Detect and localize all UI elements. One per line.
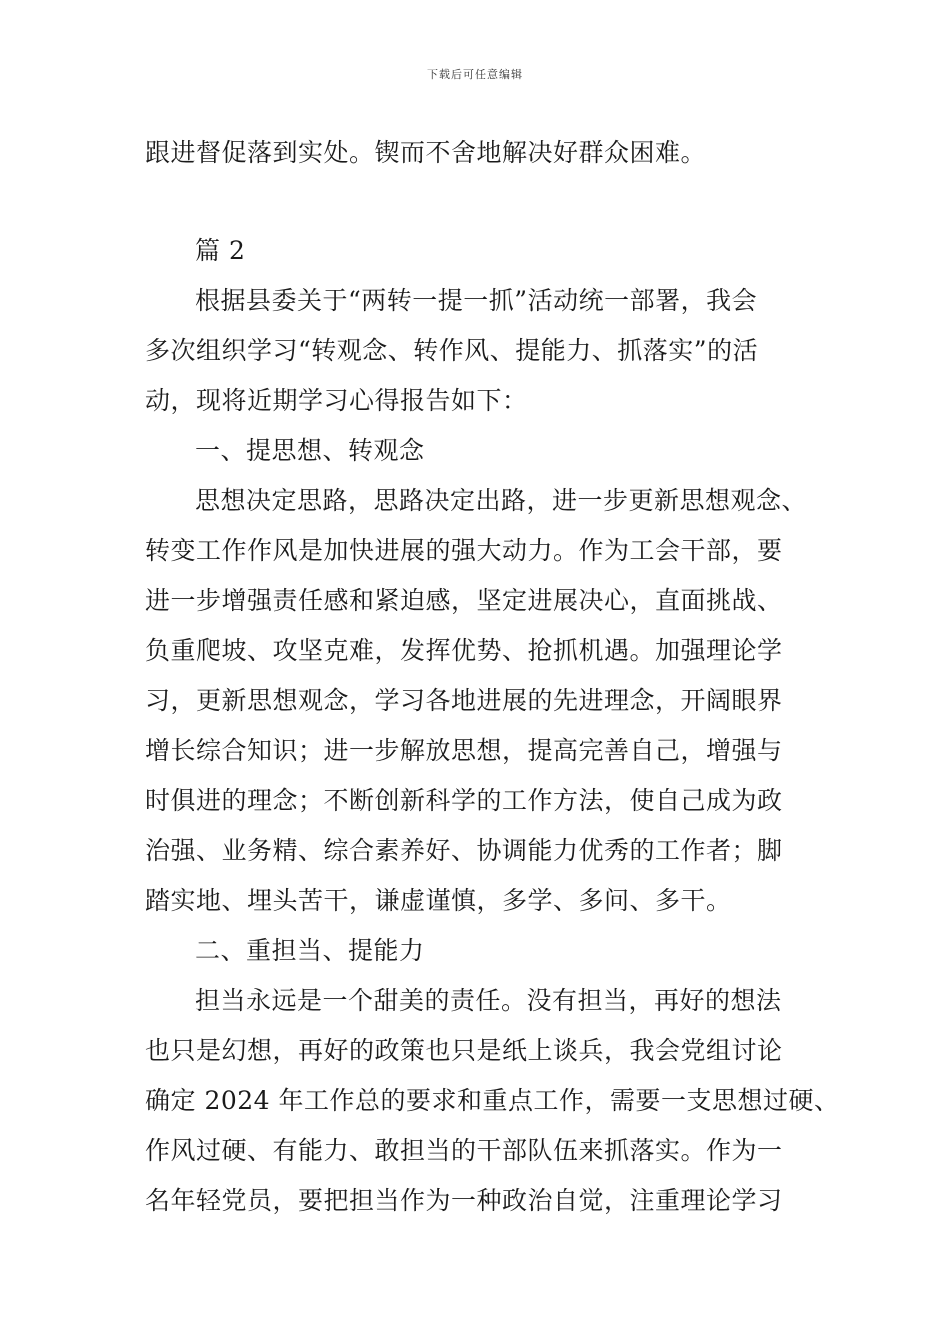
paragraph-line: 思想决定思路，思路决定出路，进一步更新思想观念、 — [195, 486, 808, 515]
paragraph-line: 习，更新思想观念，学习各地进展的先进理念，开阔眼界 — [145, 686, 783, 715]
paragraph-line: 动，现将近期学习心得报告如下： — [145, 386, 528, 415]
paragraph-line: 转变工作作风是加快进展的强大动力。作为工会干部，要 — [145, 536, 783, 565]
paragraph-line: 增长综合知识；进一步解放思想，提高完善自己，增强与 — [145, 736, 783, 765]
paragraph-line: 作风过硬、有能力、敢担当的干部队伍来抓落实。作为一 — [145, 1136, 783, 1165]
paragraph-line: 确定 2024 年工作总的要求和重点工作，需要一支思想过硬、 — [145, 1086, 840, 1115]
paragraph-line: 进一步增强责任感和紧迫感，坚定进展决心，直面挑战、 — [145, 586, 783, 615]
paragraph-line: 时俱进的理念；不断创新科学的工作方法，使自己成为政 — [145, 786, 783, 815]
paragraph-line: 踏实地、埋头苦干，谦虚谨慎，多学、多问、多干。 — [145, 886, 732, 915]
document-body — [145, 128, 840, 1226]
paragraph-gap — [145, 178, 830, 226]
paragraph-line: 跟进督促落到实处。锲而不舍地解决好群众困难。 — [145, 138, 707, 167]
paragraph-line: 也只是幻想，再好的政策也只是纸上谈兵，我会党组讨论 — [145, 1036, 783, 1065]
paragraph-line: 治强、业务精、综合素养好、协调能力优秀的工作者；脚 — [145, 836, 783, 865]
section-heading: 二、重担当、提能力 — [195, 936, 425, 965]
paragraph-line: 名年轻党员，要把担当作为一种政治自觉，注重理论学习 — [145, 1186, 783, 1215]
paragraph-line: 负重爬坡、攻坚克难，发挥优势、抢抓机遇。加强理论学 — [145, 636, 783, 665]
section-title: 篇 2 — [195, 236, 246, 265]
paragraph-line: 担当永远是一个甜美的责任。没有担当，再好的想法 — [195, 986, 782, 1015]
paragraph-line: 根据县委关于“两转一提一抓”活动统一部署，我会 — [195, 286, 758, 315]
section-heading: 一、提思想、转观念 — [195, 436, 425, 465]
paragraph-line: 多次组织学习“转观念、转作风、提能力、抓落实”的活 — [145, 336, 759, 365]
page-header-note: 下载后可任意编辑 — [427, 68, 523, 81]
